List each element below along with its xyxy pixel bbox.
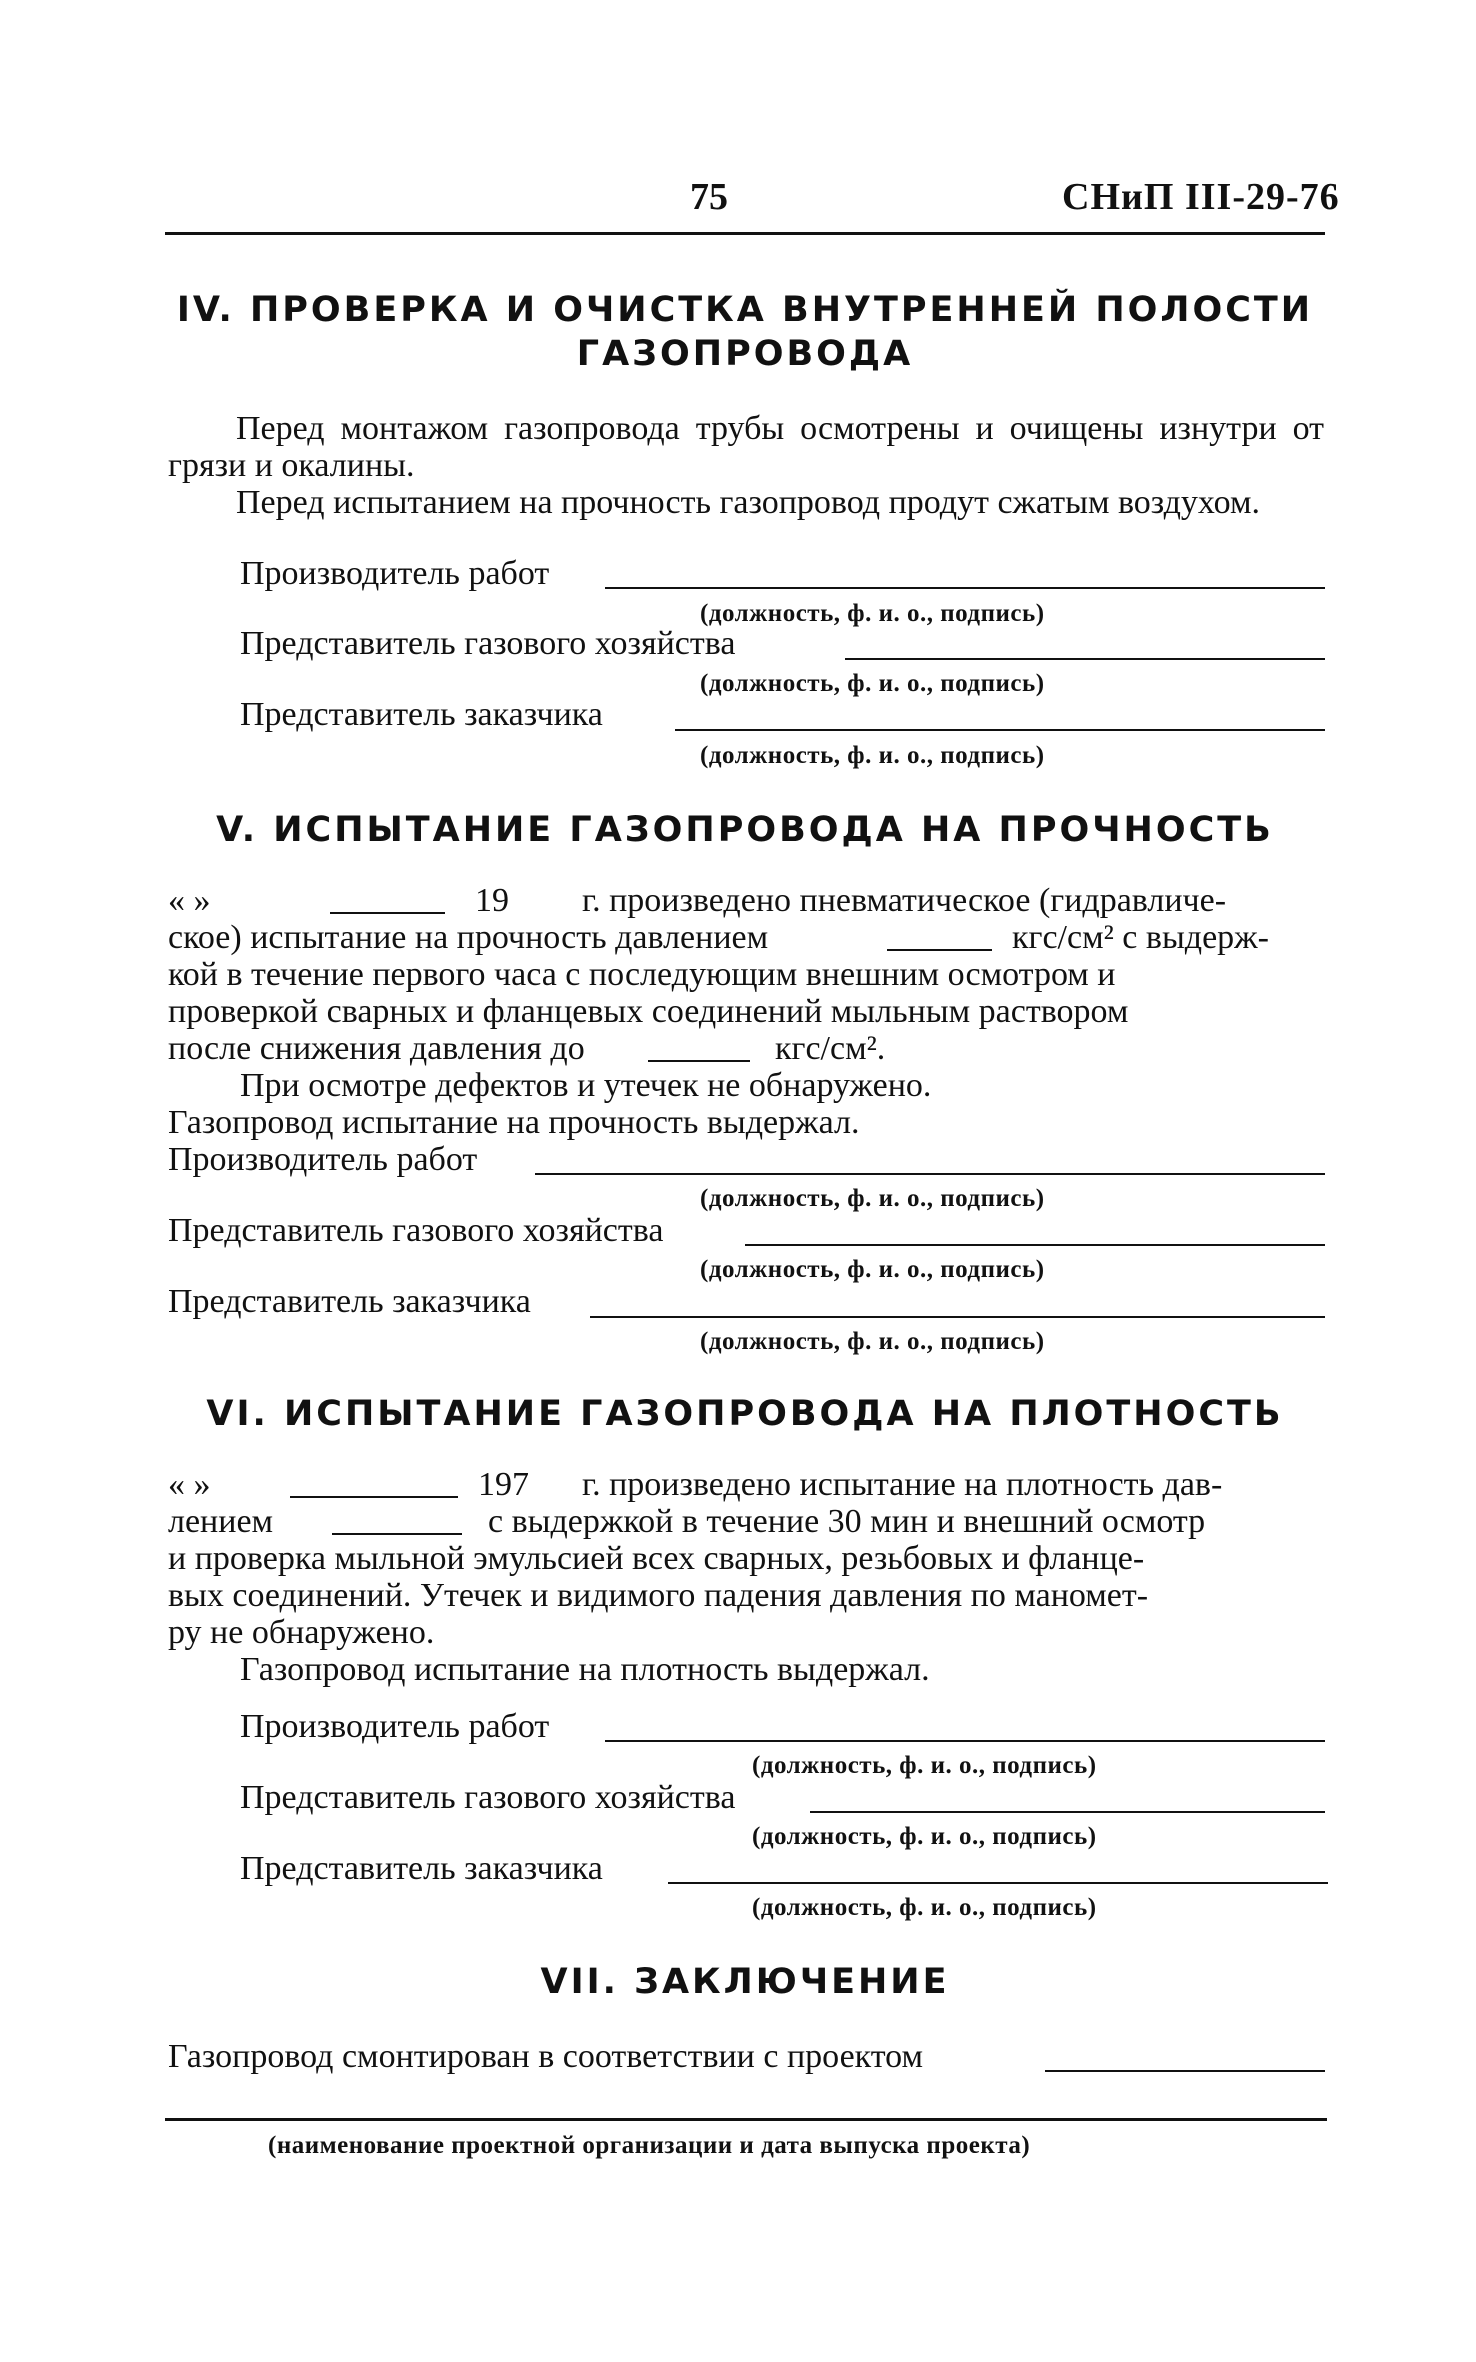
section7-title: VII. ЗАКЛЮЧЕНИЕ (540, 1962, 950, 2002)
section6-sig1-line[interactable] (605, 1740, 1325, 1742)
section6-line4: вых соединений. Утечек и видимого падения давления по маномет- (168, 1577, 1149, 1614)
section5-line2-tail: кгс/см² с выдерж- (1012, 919, 1269, 956)
section5-line1-tail: г. произведено пневматическое (гидравличе- (582, 882, 1227, 919)
section7-project-blank[interactable] (1045, 2070, 1325, 2072)
section6-sig3-line[interactable] (668, 1882, 1328, 1884)
section5-line6: При осмотре дефектов и утечек не обнаружено. (240, 1067, 932, 1104)
section5-line5-tail: кгс/см². (775, 1030, 886, 1067)
section6-line5: ру не обнаружено. (168, 1614, 435, 1651)
section4-para2: Перед испытанием на прочность газопровод продут сжатым воздухом. (236, 484, 1260, 521)
section5-sig2-label: Представитель газового хозяйства (168, 1212, 664, 1249)
section7-line: Газопровод смонтирован в соответствии с проектом (168, 2038, 924, 2075)
section5-sig3-line[interactable] (590, 1316, 1325, 1318)
section6-date-blank[interactable] (290, 1496, 458, 1498)
section5-sig3-caption: (должность, ф. и. о., подпись) (700, 1328, 1045, 1355)
section5-sig3-label: Представитель заказчика (168, 1283, 531, 1320)
section6-sig2-label: Представитель газового хозяйства (240, 1779, 736, 1816)
section6-sig1-caption: (должность, ф. и. о., подпись) (752, 1752, 1097, 1779)
section4-title-line1: IV. ПРОВЕРКА И ОЧИСТКА ВНУТРЕННЕЙ ПОЛОСТИ (176, 290, 1314, 330)
section5-sig2-line[interactable] (745, 1244, 1325, 1246)
section5-sig1-line[interactable] (535, 1173, 1325, 1175)
page-number: 75 (690, 176, 728, 218)
section5-pressure-blank[interactable] (887, 949, 992, 951)
section6-year: 197 (478, 1466, 529, 1503)
section6-pressure-blank[interactable] (332, 1533, 462, 1535)
section5-line5-head: после снижения давления до (168, 1030, 585, 1067)
section5-line3: кой в течение первого часа с последующим внешним осмотром и (168, 956, 1116, 993)
section5-date-blank[interactable] (330, 912, 445, 914)
section6-sig2-line[interactable] (810, 1811, 1325, 1813)
section6-title: VI. ИСПЫТАНИЕ ГАЗОПРОВОДА НА ПЛОТНОСТЬ (206, 1394, 1284, 1434)
section7-caption: (наименование проектной организации и дата выпуска проекта) (268, 2132, 1031, 2159)
section5-title: V. ИСПЫТАНИЕ ГАЗОПРОВОДА НА ПРОЧНОСТЬ (216, 810, 1274, 850)
section4-sig3-line[interactable] (675, 729, 1325, 731)
section4-sig3-label: Представитель заказчика (240, 696, 603, 733)
section4-sig1-label: Производитель работ (240, 555, 550, 592)
section6-sig3-label: Представитель заказчика (240, 1850, 603, 1887)
section7-bottom-rule (165, 2118, 1327, 2121)
section5-sig1-caption: (должность, ф. и. о., подпись) (700, 1185, 1045, 1212)
section5-sig1-label: Производитель работ (168, 1141, 478, 1178)
section5-reduced-pressure-blank[interactable] (648, 1060, 750, 1062)
section4-para1: Перед монтажом газопровода трубы осмотрены и очищены изнутри от грязи и окалины. (168, 410, 1324, 484)
section5-year: 19 (475, 882, 509, 919)
section6-line6: Газопровод испытание на плотность выдержал. (240, 1651, 930, 1688)
section6-date-quote: « » (168, 1466, 211, 1503)
section4-sig1-line[interactable] (605, 587, 1325, 589)
section4-title (165, 288, 1325, 376)
section5-sig2-caption: (должность, ф. и. о., подпись) (700, 1256, 1045, 1283)
section6-line2-head: лением (168, 1503, 274, 1540)
header-rule (165, 232, 1325, 235)
document-code: СНиП III-29-76 (1062, 176, 1340, 218)
section6-sig3-caption: (должность, ф. и. о., подпись) (752, 1894, 1097, 1921)
section5-line2-head: ское) испытание на прочность давлением (168, 919, 769, 956)
section4-sig3-caption: (должность, ф. и. о., подпись) (700, 742, 1045, 769)
section6-line3: и проверка мыльной эмульсией всех сварных, резьбовых и фланце- (168, 1540, 1145, 1577)
section6-line1-tail: г. произведено испытание на плотность дав- (582, 1466, 1223, 1503)
section5-date-quote: « » (168, 882, 211, 919)
section4-sig2-caption: (должность, ф. и. о., подпись) (700, 670, 1045, 697)
section4-sig2-line[interactable] (845, 658, 1325, 660)
section5-line7: Газопровод испытание на прочность выдержал. (168, 1104, 860, 1141)
section5-line4: проверкой сварных и фланцевых соединений мыльным раствором (168, 993, 1129, 1030)
section6-sig1-label: Производитель работ (240, 1708, 550, 1745)
section4-sig2-label: Представитель газового хозяйства (240, 625, 736, 662)
section4-title-line2: ГАЗОПРОВОДА (576, 334, 914, 374)
section6-line2-tail: с выдержкой в течение 30 мин и внешний осмотр (488, 1503, 1206, 1540)
section4-sig1-caption: (должность, ф. и. о., подпись) (700, 600, 1045, 627)
section6-sig2-caption: (должность, ф. и. о., подпись) (752, 1823, 1097, 1850)
